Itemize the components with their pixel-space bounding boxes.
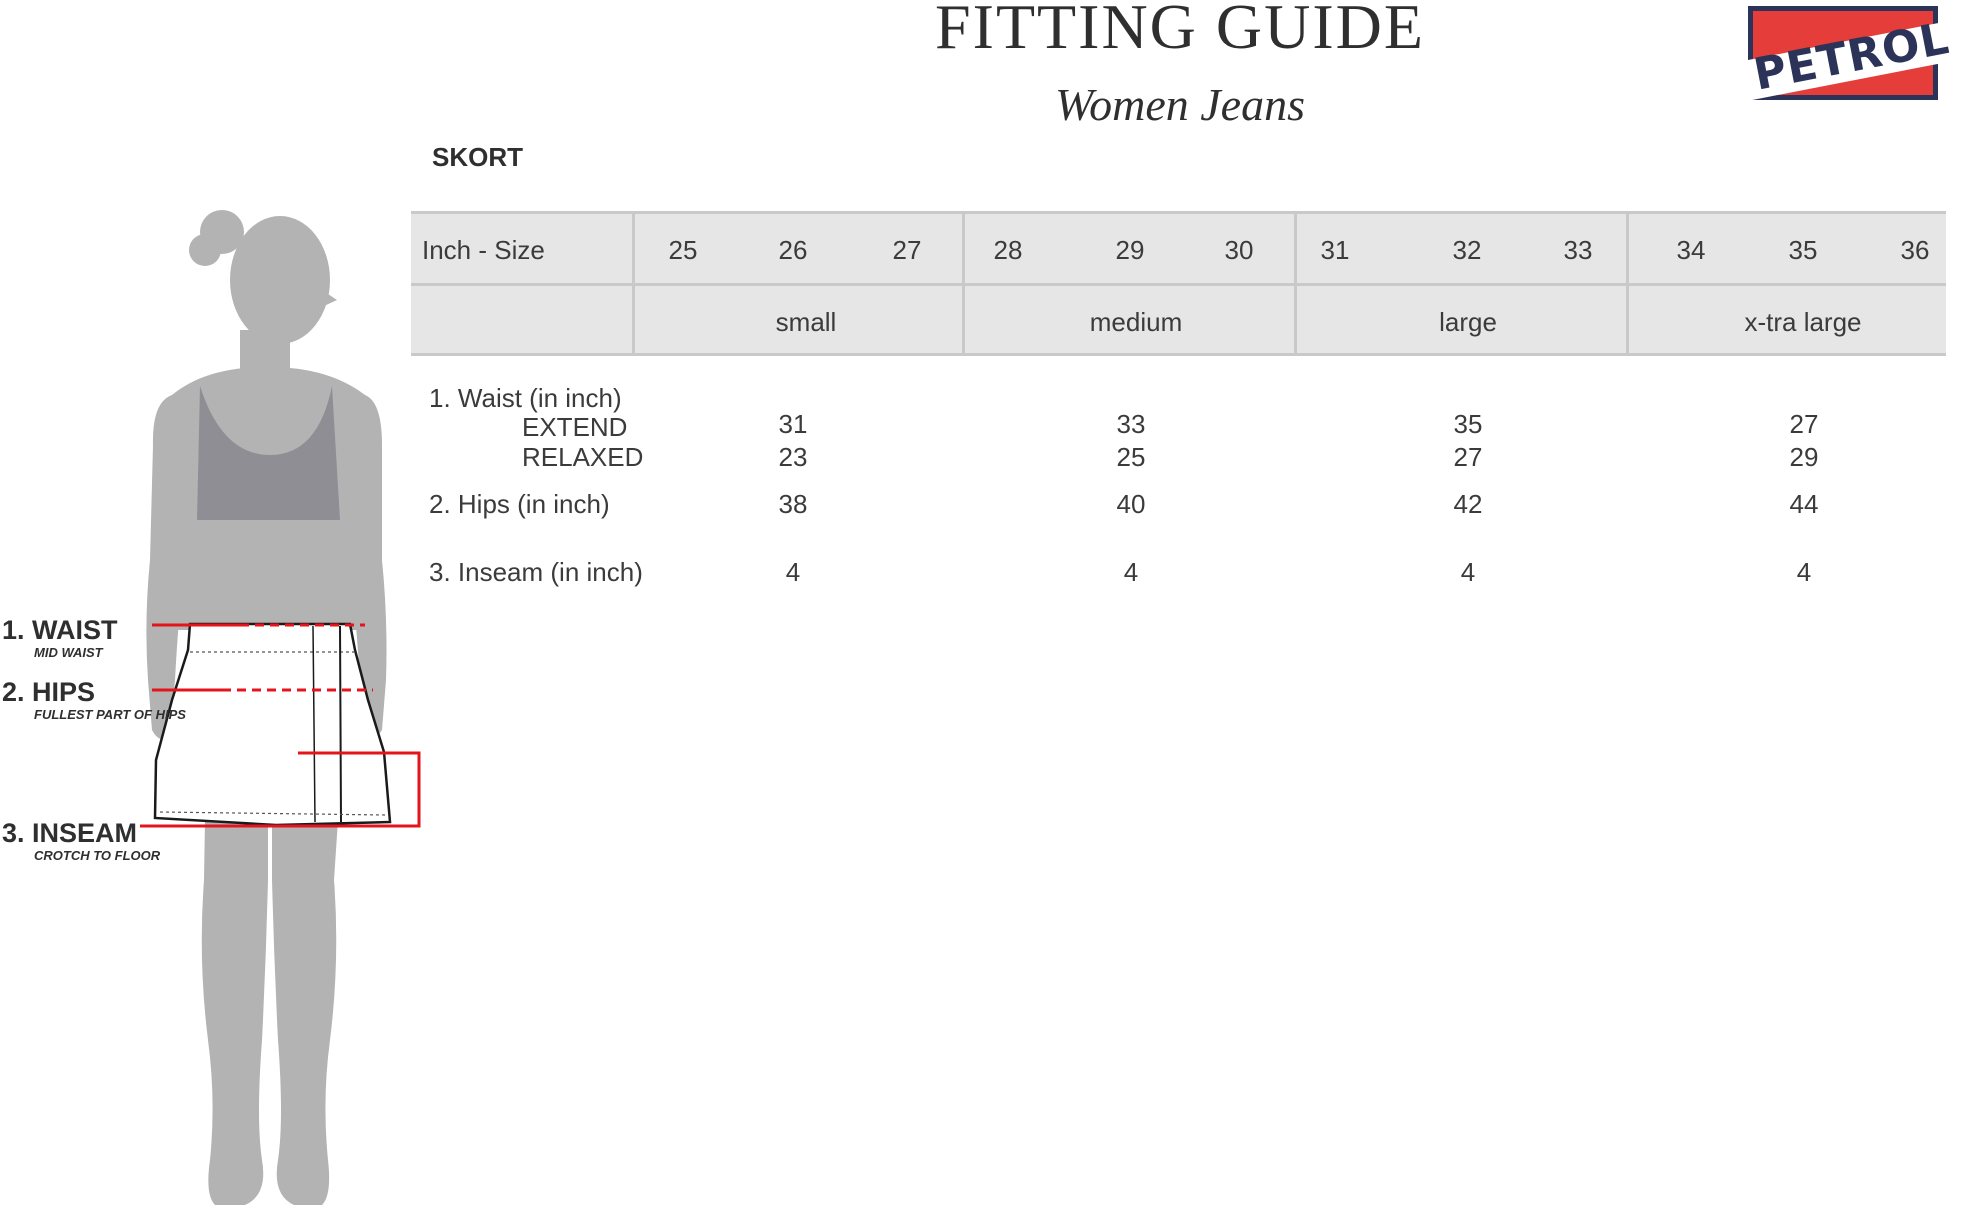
size-cell: 26 [778,235,808,265]
size-cell: 29 [1115,235,1145,265]
measure-label-inseam: 3. INSEAM [2,818,138,848]
inseam-value: 4 [785,557,801,587]
measure-sub-waist: MID WAIST [34,645,103,660]
inseam-value: 4 [1460,557,1476,587]
header-divider [411,283,1946,286]
size-cell: 35 [1788,235,1818,265]
hips-value: 40 [1116,489,1146,519]
size-header-table [411,211,1946,356]
size-label: Inch - Size [422,235,545,265]
inseam-value: 4 [1796,557,1812,587]
measure-sub-inseam: CROTCH TO FLOOR [34,848,161,863]
inseam-value: 4 [1123,557,1139,587]
size-cell: 28 [993,235,1023,265]
measure-label-hips: 2. HIPS [2,677,96,707]
relaxed-value: 25 [1116,442,1146,472]
size-cell: 30 [1224,235,1254,265]
size-group-small: small [775,307,837,337]
logo-text: PETROL [1749,12,1954,101]
size-cell: 34 [1676,235,1706,265]
skort-garment [155,624,390,825]
measure-sub-hips: FULLEST PART OF HIPS [34,707,186,722]
hips-value: 38 [778,489,808,519]
column-divider [962,214,965,353]
column-divider [632,214,635,353]
extend-value: 35 [1453,409,1483,439]
waist-row-label: 1. Waist (in inch) [429,383,622,413]
size-cell: 27 [892,235,922,265]
page-subtitle: Women Jeans [1055,79,1305,130]
size-group-large: large [1439,307,1497,337]
relaxed-value: 27 [1453,442,1483,472]
size-cell: 25 [668,235,698,265]
extend-row-label: EXTEND [522,412,628,442]
column-divider [1626,214,1629,353]
extend-value: 33 [1116,409,1146,439]
size-group-xtra-large: x-tra large [1744,307,1862,337]
size-cell: 31 [1320,235,1350,265]
relaxed-value: 29 [1789,442,1819,472]
column-divider [1294,214,1297,353]
hips-value: 42 [1453,489,1483,519]
hips-row-label: 2. Hips (in inch) [429,489,610,519]
brand-logo [1748,6,1954,101]
extend-value: 27 [1789,409,1819,439]
measure-label-waist: 1. WAIST [2,615,118,645]
extend-value: 31 [778,409,808,439]
page-title: FITTING GUIDE [935,0,1425,62]
size-cell: 36 [1900,235,1930,265]
relaxed-value: 23 [778,442,808,472]
size-cell: 32 [1452,235,1482,265]
section-label: SKORT [432,142,523,172]
hips-value: 44 [1789,489,1819,519]
size-group-medium: medium [1089,307,1183,337]
relaxed-row-label: RELAXED [522,442,644,472]
inseam-row-label: 3. Inseam (in inch) [429,557,643,587]
size-cell: 33 [1563,235,1593,265]
